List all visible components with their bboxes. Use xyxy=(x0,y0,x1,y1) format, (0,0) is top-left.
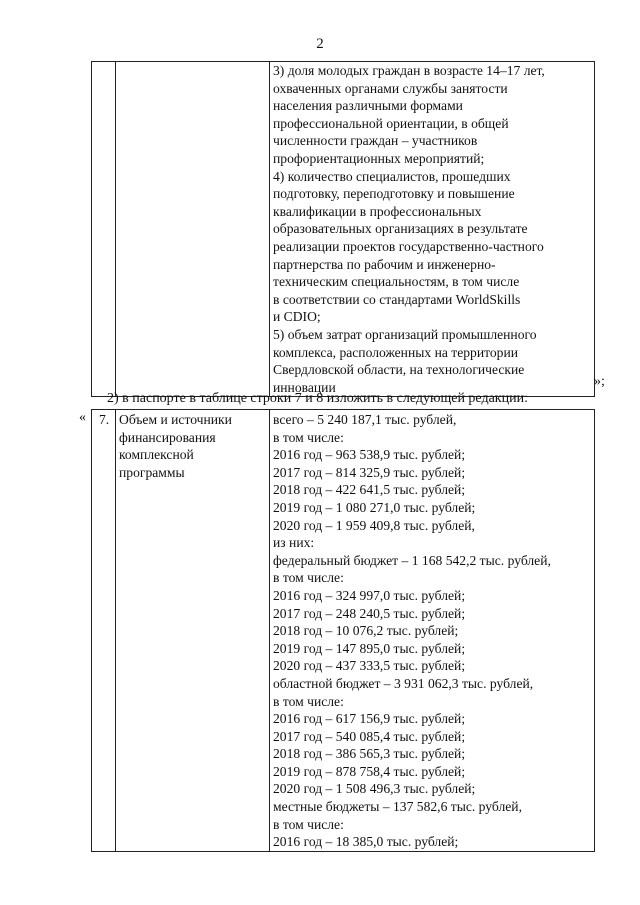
indicator-line: в соответствии со стандартами WorldSkills xyxy=(273,291,521,307)
indicator-line: Свердловской области, на технологические xyxy=(273,362,525,378)
indicator-line: инновации xyxy=(273,379,336,395)
indicator-line: профессиональной ориентации, в общей xyxy=(273,115,509,131)
funding-line: 2018 год – 386 565,3 тыс. рублей; xyxy=(273,746,466,762)
indicator-line: численности граждан – участников xyxy=(273,133,478,149)
opening-quote: « xyxy=(79,410,86,425)
funding-line: 2017 год – 540 085,4 тыс. рублей; xyxy=(273,728,466,744)
passport-table-row-7 xyxy=(91,409,595,852)
funding-line: 2016 год – 324 997,0 тыс. рублей; xyxy=(273,587,466,603)
indicator-line: 5) объем затрат организаций промышленного xyxy=(273,326,537,342)
indicator-line: комплекса, расположенных на территории xyxy=(273,344,519,360)
label-line: Объем и источники xyxy=(119,412,232,427)
funding-line: областной бюджет – 3 931 062,3 тыс. рублей, xyxy=(273,675,534,691)
table-row xyxy=(92,62,595,397)
indicator-line: профориентационных мероприятий; xyxy=(273,150,485,166)
table-cell-number xyxy=(92,62,116,397)
funding-line: 2020 год – 437 333,5 тыс. рублей; xyxy=(273,658,466,674)
table-cell-label xyxy=(116,62,270,397)
indicator-line: техническим специальностям, в том числе xyxy=(273,274,520,290)
funding-line: 2016 год – 18 385,0 тыс. рублей; xyxy=(273,834,459,850)
passport-table-continuation xyxy=(91,61,595,397)
indicator-line: образовательных организациях в результате xyxy=(273,221,528,237)
funding-line: 2020 год – 1 959 409,8 тыс. рублей, xyxy=(273,517,475,533)
indicator-line: 4) количество специалистов, прошедших xyxy=(273,168,511,184)
funding-line: в том числе: xyxy=(273,693,344,709)
funding-line: 2020 год – 1 508 496,3 тыс. рублей; xyxy=(273,781,476,797)
closing-quote: »; xyxy=(594,374,605,389)
page-number: 2 xyxy=(316,36,324,52)
indicator-line: партнерства по рабочим и инженерно- xyxy=(273,256,496,272)
label-lines xyxy=(119,411,269,481)
funding-line: 2018 год – 422 641,5 тыс. рублей; xyxy=(273,482,466,498)
indicator-line: подготовку, переподготовку и повышение xyxy=(273,186,515,202)
funding-line: местные бюджеты – 137 582,6 тыс. рублей, xyxy=(273,799,522,815)
row-number: 7. xyxy=(92,410,116,852)
funding-line: в том числе: xyxy=(273,816,344,832)
indicator-lines xyxy=(273,62,594,396)
row-value xyxy=(270,410,595,852)
funding-line: 2017 год – 248 240,5 тыс. рублей; xyxy=(273,605,466,621)
amendment-instruction: 2) в паспорте в таблице строки 7 и 8 изложить в следующей редакции: xyxy=(107,391,528,406)
funding-line: всего – 5 240 187,1 тыс. рублей, xyxy=(273,412,457,427)
indicator-line: населения различными формами xyxy=(273,98,463,114)
funding-line: 2019 год – 1 080 271,0 тыс. рублей; xyxy=(273,499,476,515)
indicator-line: охваченных органами службы занятости xyxy=(273,80,508,96)
funding-line: 2018 год – 10 076,2 тыс. рублей; xyxy=(273,623,459,639)
funding-lines xyxy=(273,411,594,851)
table-cell-indicators xyxy=(270,62,595,397)
indicator-line: квалификации в профессиональных xyxy=(273,203,482,219)
label-line: финансирования xyxy=(119,429,216,445)
label-line: комплексной xyxy=(119,447,194,463)
funding-line: 2016 год – 963 538,9 тыс. рублей; xyxy=(273,447,466,463)
row-label xyxy=(116,410,270,852)
funding-line: 2019 год – 878 758,4 тыс. рублей; xyxy=(273,763,466,779)
funding-line: 2019 год – 147 895,0 тыс. рублей; xyxy=(273,640,466,656)
indicator-line: 3) доля молодых граждан в возрасте 14–17 лет, xyxy=(273,63,545,78)
funding-line: 2017 год – 814 325,9 тыс. рублей; xyxy=(273,464,466,480)
label-line: программы xyxy=(119,464,185,480)
funding-line: в том числе: xyxy=(273,429,344,445)
funding-line: федеральный бюджет – 1 168 542,2 тыс. рублей, xyxy=(273,552,551,568)
indicator-line: реализации проектов государственно-частного xyxy=(273,238,544,254)
indicator-line: и CDIO; xyxy=(273,309,321,325)
funding-line: из них: xyxy=(273,535,315,551)
funding-line: 2016 год – 617 156,9 тыс. рублей; xyxy=(273,711,466,727)
table-row xyxy=(92,410,595,852)
funding-line: в том числе: xyxy=(273,570,344,586)
